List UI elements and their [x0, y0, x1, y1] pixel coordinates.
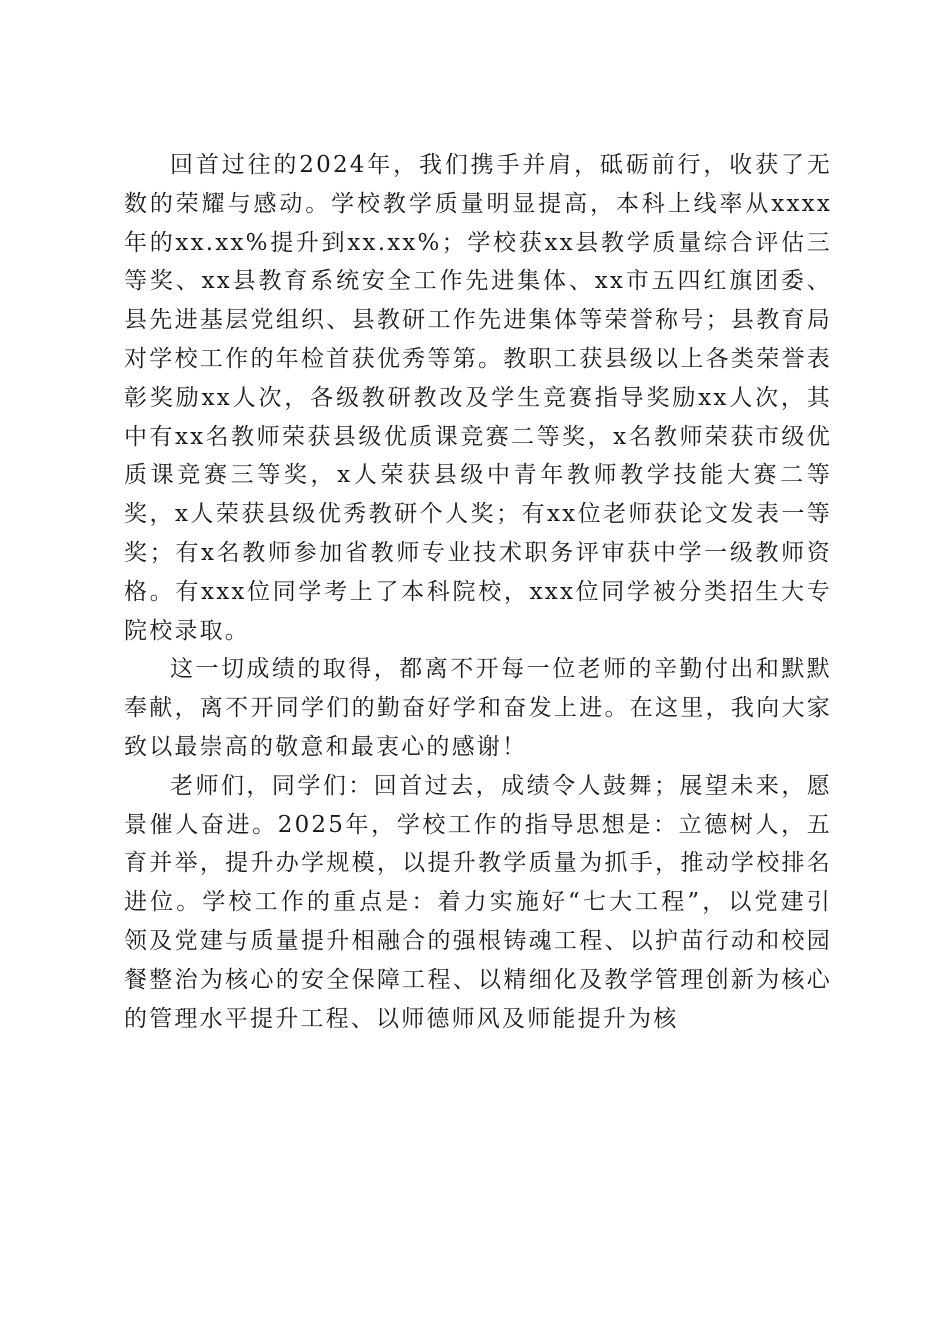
paragraph-achievements-2024: 回首过往的2024年，我们携手并肩，砥砺前行，收获了无数的荣耀与感动。学校教学质量明显提高，本科上线率从xxxx年的xx.xx%提升到xx.xx%；学校获xx县教学质量综合评估三等奖、xx县教育系统安全工作先进集体、xx市五四红旗团委、县先进基层党组织、县教研工作先进集体等荣誉称号；县教育局对学校工作的年检首获优秀等第。教职工获县级以上各类荣誉表彰奖励xx人次，各级教研教改及学生竞赛指导奖励xx人次，其中有xx名教师荣获县级优质课竞赛二等奖，x名教师荣获市级优质课竞赛三等奖，x人荣获县级中青年教师教学技能大赛二等奖，x人荣获县级优秀教研个人奖；有xx位老师获论文发表一等奖；有x名教师参加省教师专业技术职务评审获中学一级教师资格。有xxx位同学考上了本科院校，xxx位同学被分类招生大专院校录取。: [124, 152, 832, 644]
body-text: [124, 146, 832, 1038]
paragraph-gratitude: 这一切成绩的取得，都离不开每一位老师的辛勤付出和默默奉献，离不开同学们的勤奋好学和奋发上进。在这里，我向大家致以最崇高的敬意和最衷心的感谢！: [124, 656, 832, 760]
paragraph-2025-plan: 老师们，同学们：回首过去，成绩令人鼓舞；展望未来，愿景催人奋进。2025年，学校工作的指导思想是：立德树人，五育并举，提升办学规模，以提升教学质量为抓手，推动学校排名进位。学校工作的重点是：着力实施好“七大工程”，以党建引领及党建与质量提升相融合的强根铸魂工程、以护苗行动和校园餐整治为核心的安全保障工程、以精细化及教学管理创新为核心的管理水平提升工程、以师德师风及师能提升为核: [124, 772, 832, 1032]
